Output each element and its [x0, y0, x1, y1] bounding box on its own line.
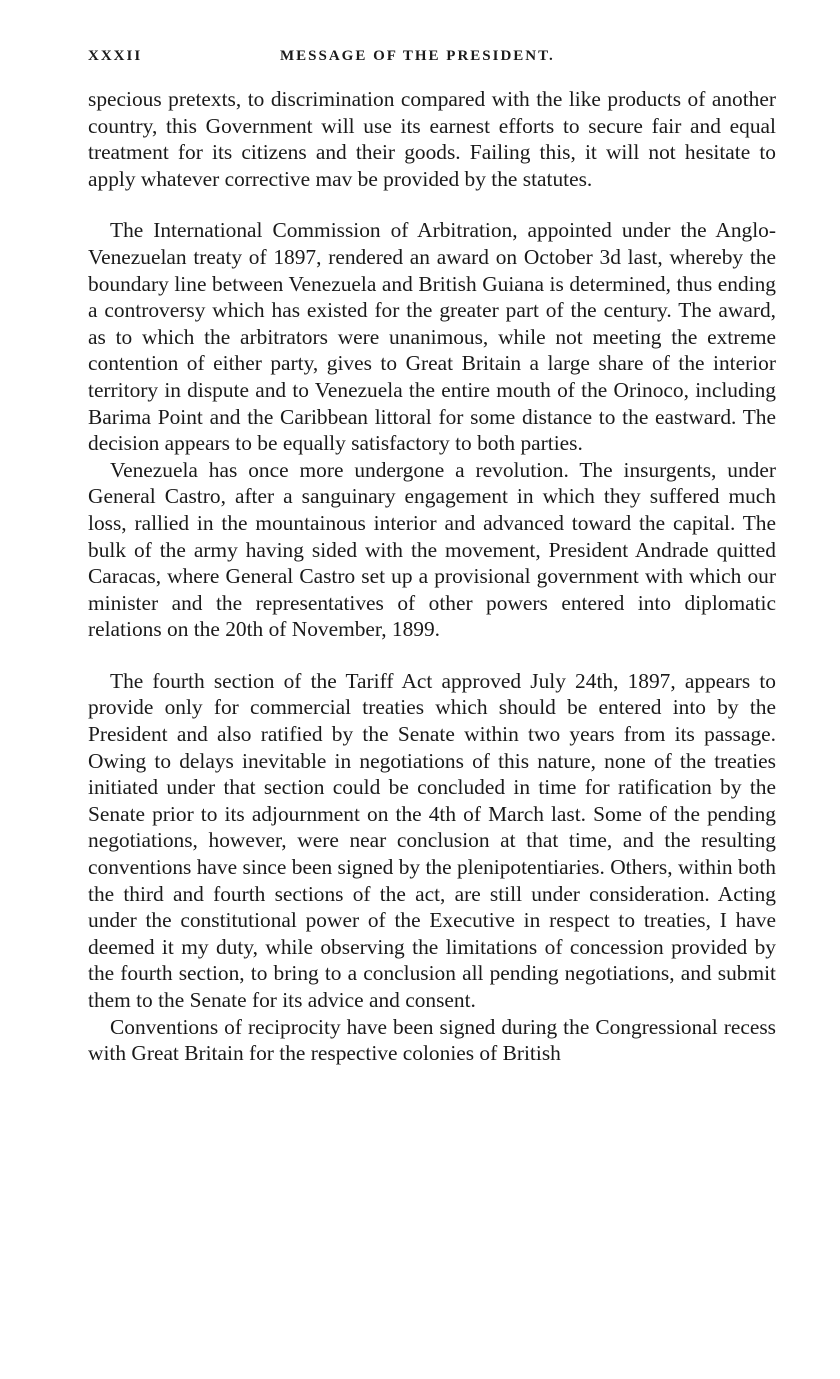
paragraph-reciprocity-conventions: Conventions of reciprocity have been signed during the Congressional recess with Great Britain for the respective colonies of British	[88, 1014, 776, 1066]
page-number: XXXII	[88, 48, 143, 64]
section-gap	[88, 643, 776, 668]
paragraph-continuation: specious pretexts, to discrimination compared with the like products of another country, this Government will use its earnest efforts to secure fair and equal treatment for its citizens and their goods. Failing this, it will not hesitate to apply whatever corrective mav be provided by the statutes.	[88, 87, 776, 191]
running-title: MESSAGE OF THE PRESIDENT.	[280, 48, 555, 64]
body-text	[88, 86, 776, 1067]
paragraph-tariff-act: The fourth section of the Tariff Act approved July 24th, 1897, appears to provide only for commercial treaties which should be entered into by the President and also ratified by the Senate within two years from its passage. Owing to delays inevitable in negotiations of this nature, none of the treaties initiated under that section could be concluded in time for ratification by the Senate prior to its adjournment on the 4th of March last. Some of the pending negotiations, however, were near conclusion at that time, and the resulting conventions have since been signed by the plenipotentiaries. Others, within both the third and fourth sections of the act, are still under consideration. Acting under the constitutional power of the Executive in respect to treaties, I have deemed it my duty, while observing the limitations of concession provided by the fourth section, to bring to a conclusion all pending negotiations, and submit them to the Senate for its advice and consent.	[88, 668, 776, 1012]
section-gap	[88, 192, 776, 217]
paragraph-arbitration-award: The International Commission of Arbitration, appointed under the Anglo-Venezuelan treaty of 1897, rendered an award on October 3d last, whereby the boundary line between Venezuela and British Guiana is determined, thus ending a controversy which has existed for the greater part of the century. The award, as to which the arbitrators were unanimous, while not meeting the extreme contention of either party, gives to Great Britain a large share of the interior territory in dispute and to Venezuela the entire mouth of the Orinoco, including Barima Point and the Caribbean littoral for some distance to the eastward. The decision appears to be equally satisfactory to both parties.	[88, 218, 776, 456]
paragraph-venezuela-revolution: Venezuela has once more undergone a revolution. The insurgents, under General Castro, after a sanguinary engagement in which they suffered much loss, rallied in the mountainous interior and advanced toward the capital. The bulk of the army having sided with the movement, President Andrade quitted Caracas, where General Castro set up a provisional government with which our minister and the representatives of other powers entered into diplomatic relations on the 20th of November, 1899.	[88, 457, 776, 642]
running-head	[88, 48, 776, 72]
